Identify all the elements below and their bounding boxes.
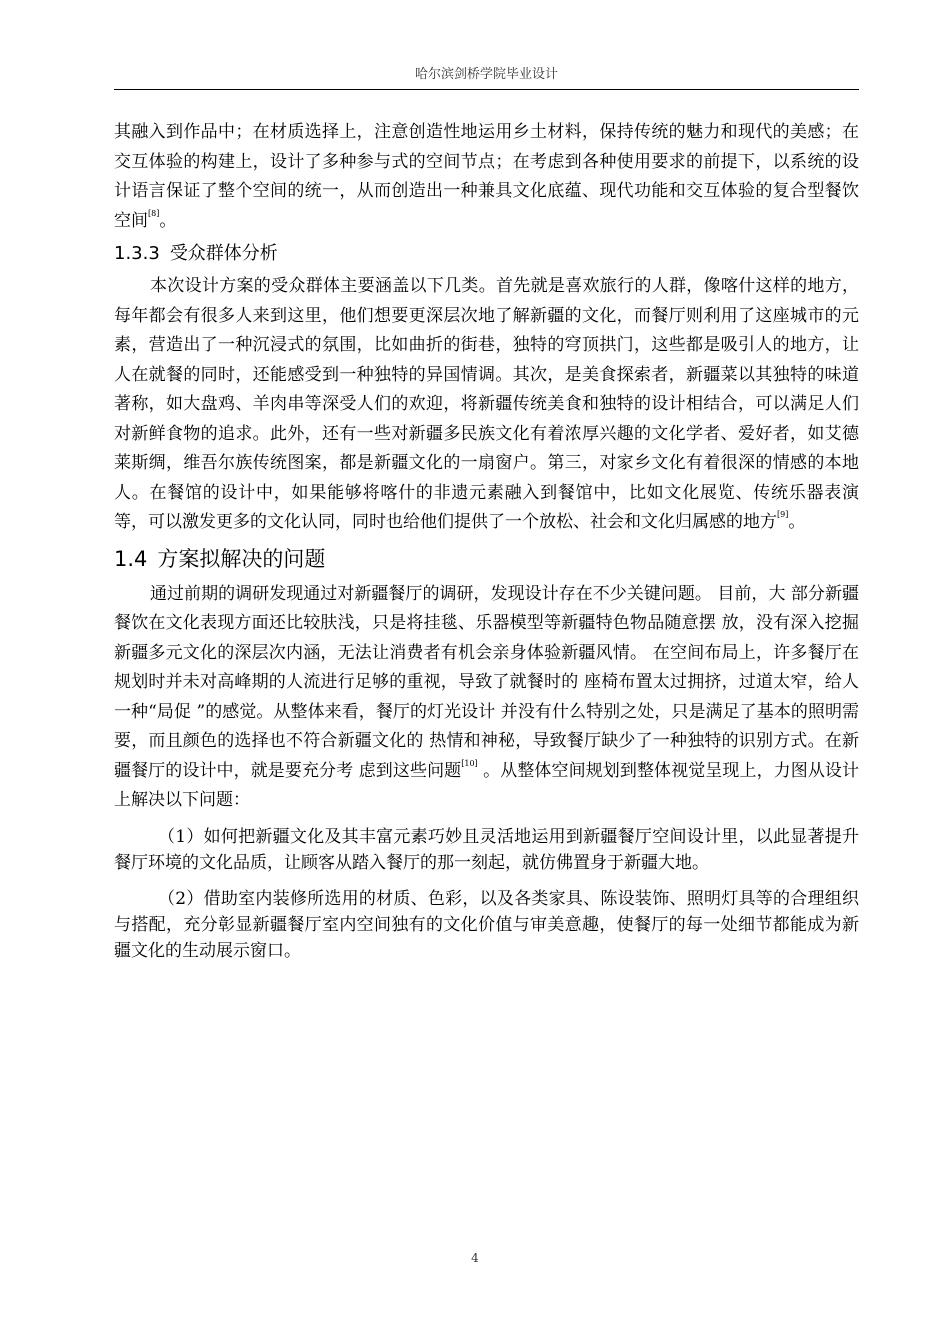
paragraph-continued (114, 118, 859, 236)
paragraph-end: 。从整体空间规划到整体视觉呈现上，力图从设计上解决以下问题： (114, 760, 860, 810)
section-title: 受众群体分析 (169, 243, 278, 264)
page-number: 4 (471, 1251, 479, 1265)
paragraph-end: 。 (788, 512, 806, 532)
paragraph-end: 。 (159, 210, 177, 231)
paragraph-text: 其融入到作品中；在材质选择上，注意创造性地运用乡土材料，保持传统的魅力和现代的美感；在交互体验的构建上，设计了多种参与式的空间节点；在考虑到各种使用要求的前提下，以系统的设计语言保证了整个空间的统一，从而创造出一种兼具文化底蕴、现代功能和交互体验的复合型餐饮空间 (114, 122, 859, 231)
citation-9: [9] (777, 510, 789, 519)
section-number: 1.3.3 (114, 243, 160, 264)
section-number: 1.4 (114, 546, 148, 571)
citation-8: [8] (148, 208, 160, 218)
document-body (114, 118, 859, 964)
list-item-1: （1）如何把新疆文化及其丰富元素巧妙且灵活地运用到新疆餐厅空间设计里，以此显著提升餐厅环境的文化品质，让顾客从踏入餐厅的那一刻起，就仿佛置身于新疆大地。 (114, 826, 859, 873)
paragraph-text: 本次设计方案的受众群体主要涵盖以下几类。首先就是喜欢旅行的人群，像喀什这样的地方，每年都会有很多人来到这里，他们想要更深层次地了解新疆的文化，而餐厅则利用了这座城市的元素，营造出了一种沉浸式的氛围，比如曲折的街巷，独特的穹顶拱门，这些都是吸引人的地方，让人在就餐的同时，还能感受到一种独特的异国情调。其次，是美食探索者，新疆菜以其独特的味道著称，如大盘鸡、羊肉串等深受人们的欢迎，将新疆传统美食和独特的设计相结合，可以满足人们对新鲜食物的追求。此外，还有一些对新疆多民族文化有着浓厚兴趣的文化学者、爱好者，如艾德莱斯绸，维吾尔族传统图案，都是新疆文化的一扇窗户。第三，对家乡文化有着很深的情感的本地人。在餐馆的设计中，如果能够将喀什的非遗元素融入到餐馆中，比如文化展览、传统乐器表演等，可以激发更多的文化认同，同时也给他们提供了一个放松、社会和文化归属感的地方 (114, 276, 859, 532)
section-heading-1-4 (114, 544, 859, 574)
section-title: 方案拟解决的问题 (157, 546, 326, 571)
paragraph-text: 通过前期的调研发现通过对新疆餐厅的调研，发现设计存在不少关键问题。 目前，大 部分新疆餐饮在文化表现方面还比较肤浅，只是将挂毯、乐器模型等新疆特色物品随意摆 放，没有深入挖掘新疆多元文化的深层次内涵，无法让消费者有机会亲身体验新疆风情。 在空间布局上，许多餐厅在规划时并未对高峰期的人流进行足够的重视，导致了就餐时的 座椅布置太过拥挤，过道太窄，给人一种“局促 ”的感觉。从整体来看，餐厅的灯光设计 并没有什么特别之处，只是满足了基本的照明需要，而且颜色的选择也不符合新疆文化的 热情和神秘，导致餐厅缺少了一种独特的识别方式。在新疆餐厅的设计中，就是要充分考 虑到这些问题 (114, 583, 859, 781)
paragraph-audience (114, 272, 859, 538)
list-item-2: （2）借助室内装修所选用的材质、色彩，以及各类家具、陈设装饰、照明灯具等的合理组织与搭配，充分彰显新疆餐厅室内空间独有的文化价值与审美意趣，使餐厅的每一处细节都能成为新疆文化的生动展示窗口。 (114, 888, 859, 961)
section-heading-1-3-3 (114, 240, 859, 268)
citation-10: [10] (461, 758, 478, 768)
paragraph-problems (114, 580, 859, 816)
header-divider (114, 89, 859, 90)
page-header: 哈尔滨剑桥学院毕业设计 (414, 67, 558, 82)
